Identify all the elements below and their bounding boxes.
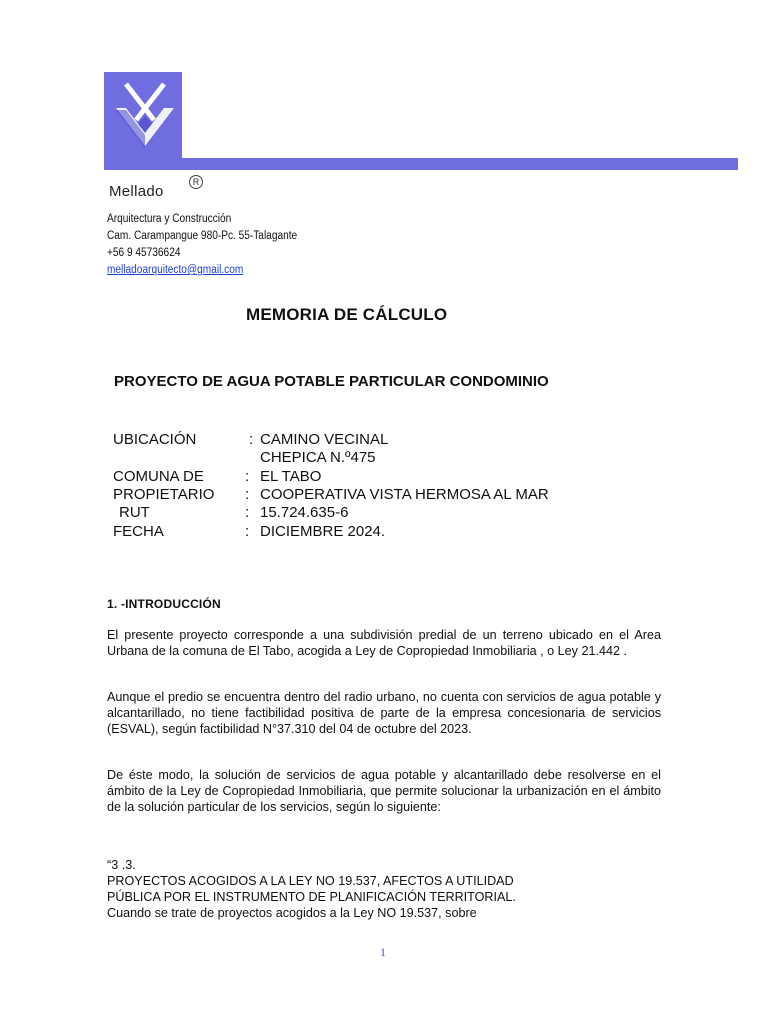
quote-line: PÚBLICA POR EL INSTRUMENTO DE PLANIFICACIÓN TERRITORIAL. [107, 890, 516, 904]
paragraph: El presente proyecto corresponde a una subdivisión predial de un terreno ubicado en el Area Urbana de la comuna de El Tabo, acogida a Ley de Copropiedad Inmobiliaria , o Ley 21.442 . [107, 628, 661, 658]
meta-value-ubicacion-line2: CHEPICA N.º475 [260, 449, 376, 466]
company-name: Arquitectura y Construcción [107, 213, 232, 225]
meta-value-propietario: COOPERATIVA VISTA HERMOSA AL MAR [260, 486, 549, 503]
paragraph: Aunque el predio se encuentra dentro del radio urbano, no cuenta con servicios de agua potable y alcantarillado, no tiene factibilidad positiva de parte de la empresa concesionaria de servicios (ESVAL), según factibilidad N°37.310 del 04 de octubre del 2023. [107, 690, 661, 736]
meta-label-rut: RUT [119, 504, 150, 521]
meta-colon: : [245, 486, 250, 503]
meta-label-fecha: FECHA [113, 523, 164, 540]
meta-colon: : [245, 468, 250, 485]
document-title: MEMORIA DE CÁLCULO [246, 305, 448, 324]
email-link[interactable]: melladoarquitecto@gmail.com [107, 264, 244, 276]
registered-mark: R [189, 175, 203, 189]
meta-value-comuna: EL TABO [260, 468, 322, 485]
paragraph: De éste modo, la solución de servicios de agua potable y alcantarillado debe resolverse en el ámbito de la Ley de Copropiedad Inmobiliaria, que permite solucionar la urbanización en el ámbito de la solución particular de los servicios, según lo siguiente: [107, 768, 661, 814]
meta-value-rut: 15.724.635-6 [260, 504, 349, 521]
quote-line: Cuando se trate de proyectos acogidos a la Ley NO 19.537, sobre [107, 906, 477, 920]
project-title: PROYECTO DE AGUA POTABLE PARTICULAR CONDOMINIO [114, 373, 549, 390]
meta-colon: : [249, 431, 254, 448]
page-number: 1 [380, 945, 386, 959]
company-phone: +56 9 45736624 [107, 247, 181, 259]
quote-line: “3 .3. [107, 858, 136, 872]
meta-colon: : [245, 523, 250, 540]
meta-label-propietario: PROPIETARIO [113, 486, 215, 503]
section-heading: 1. -INTRODUCCIÓN [107, 597, 221, 611]
meta-value-fecha: DICIEMBRE 2024. [260, 523, 386, 540]
meta-colon: : [245, 504, 250, 521]
meta-value-ubicacion: CAMINO VECINAL [260, 431, 389, 448]
brand-name: Mellado [109, 183, 164, 200]
quote-line: PROYECTOS ACOGIDOS A LA LEY NO 19.537, AFECTOS A UTILIDAD [107, 874, 514, 888]
company-address: Cam. Carampangue 980-Pc. 55-Talagante [107, 230, 298, 242]
v-shield-logo-icon [112, 80, 178, 156]
meta-label-ubicacion: UBICACIÓN [113, 431, 197, 448]
meta-label-comuna: COMUNA DE [113, 468, 204, 485]
header-bar [104, 158, 738, 170]
